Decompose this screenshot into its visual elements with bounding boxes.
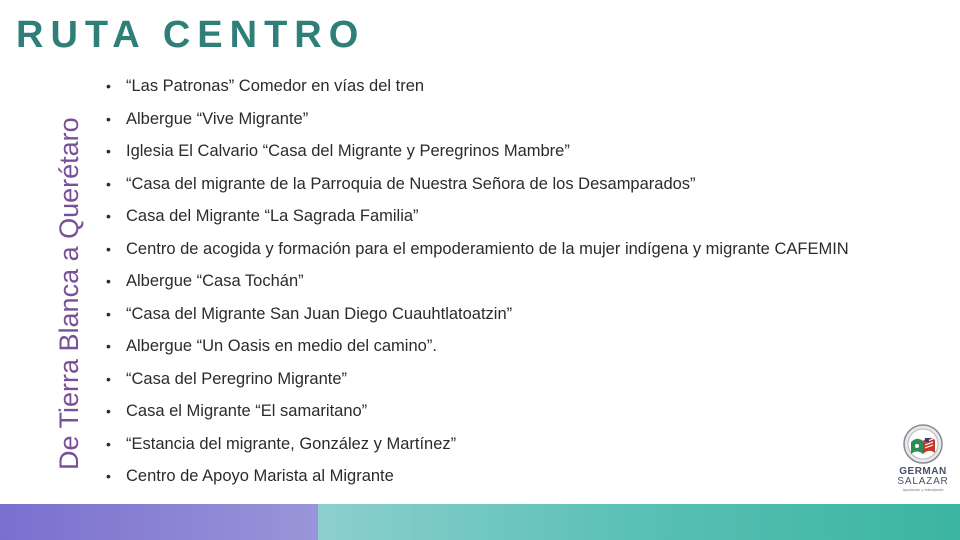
- list-item-text: Centro de Apoyo Marista al Migrante: [126, 467, 394, 485]
- list-item-text: Albergue “Un Oasis en medio del camino”.: [126, 337, 437, 355]
- list-item: [104, 139, 849, 172]
- list-item-text: “Las Patronas” Comedor en vías del tren: [126, 77, 425, 95]
- footer-bar-right: [318, 504, 960, 540]
- shelter-list: [104, 74, 849, 497]
- logo-name-last: SALAZAR: [897, 476, 949, 487]
- list-item-text: “Casa del Peregrino Migrante”: [126, 369, 348, 388]
- list-item-text: “Casa del Migrante San Juan Diego Cuauhtlatoatzin”: [126, 304, 513, 323]
- flag-emblem-icon: [903, 424, 943, 464]
- list-item-text: Albergue “Vive Migrante”: [126, 109, 309, 128]
- list-item: [104, 302, 849, 335]
- bullet-icon: •: [106, 370, 111, 387]
- bullet-icon: •: [106, 78, 111, 94]
- list-item: [104, 107, 849, 140]
- logo-tagline: Ayudando y trabajando: [902, 487, 944, 492]
- bullet-icon: •: [106, 110, 111, 127]
- list-item: [104, 269, 849, 302]
- list-item: [104, 432, 849, 465]
- bullet-icon: •: [106, 175, 111, 192]
- bullet-icon: •: [106, 143, 111, 159]
- list-item: [104, 172, 849, 205]
- list-item: [104, 399, 849, 432]
- list-item: [104, 367, 849, 400]
- german-salazar-logo: [896, 424, 950, 494]
- bullet-icon: •: [106, 240, 111, 257]
- list-item: [104, 334, 849, 367]
- list-item: [104, 74, 849, 107]
- list-item-text: “Estancia del migrante, González y Martínez”: [126, 434, 457, 453]
- slide-title: RUTA CENTRO: [16, 14, 366, 56]
- list-item-text: Albergue “Casa Tochán”: [126, 272, 304, 290]
- bullet-icon: •: [106, 208, 111, 224]
- bullet-icon: •: [106, 403, 111, 419]
- bullet-icon: •: [106, 305, 111, 322]
- list-item-text: “Casa del migrante de la Parroquia de Nuestra Señora de los Desamparados”: [126, 174, 696, 193]
- list-item-text: Iglesia El Calvario “Casa del Migrante y Peregrinos Mambre”: [126, 142, 570, 160]
- list-item: [104, 204, 849, 237]
- list-item: [104, 464, 849, 497]
- footer-bar-left: [0, 504, 318, 540]
- list-item-text: Centro de acogida y formación para el empoderamiento de la mujer indígena y migrante CAFEMIN: [126, 239, 849, 258]
- list-item-text: Casa del Migrante “La Sagrada Familia”: [126, 207, 419, 225]
- route-subtitle: De Tierra Blanca a Querétaro: [54, 117, 84, 470]
- list-item-text: Casa el Migrante “El samaritano”: [126, 402, 368, 420]
- bullet-icon: •: [106, 468, 111, 484]
- bullet-icon: •: [106, 273, 111, 289]
- bullet-icon: •: [106, 435, 111, 452]
- list-item: [104, 237, 849, 270]
- logo-name-first: GERMAN: [899, 466, 947, 477]
- bullet-icon: •: [106, 338, 111, 354]
